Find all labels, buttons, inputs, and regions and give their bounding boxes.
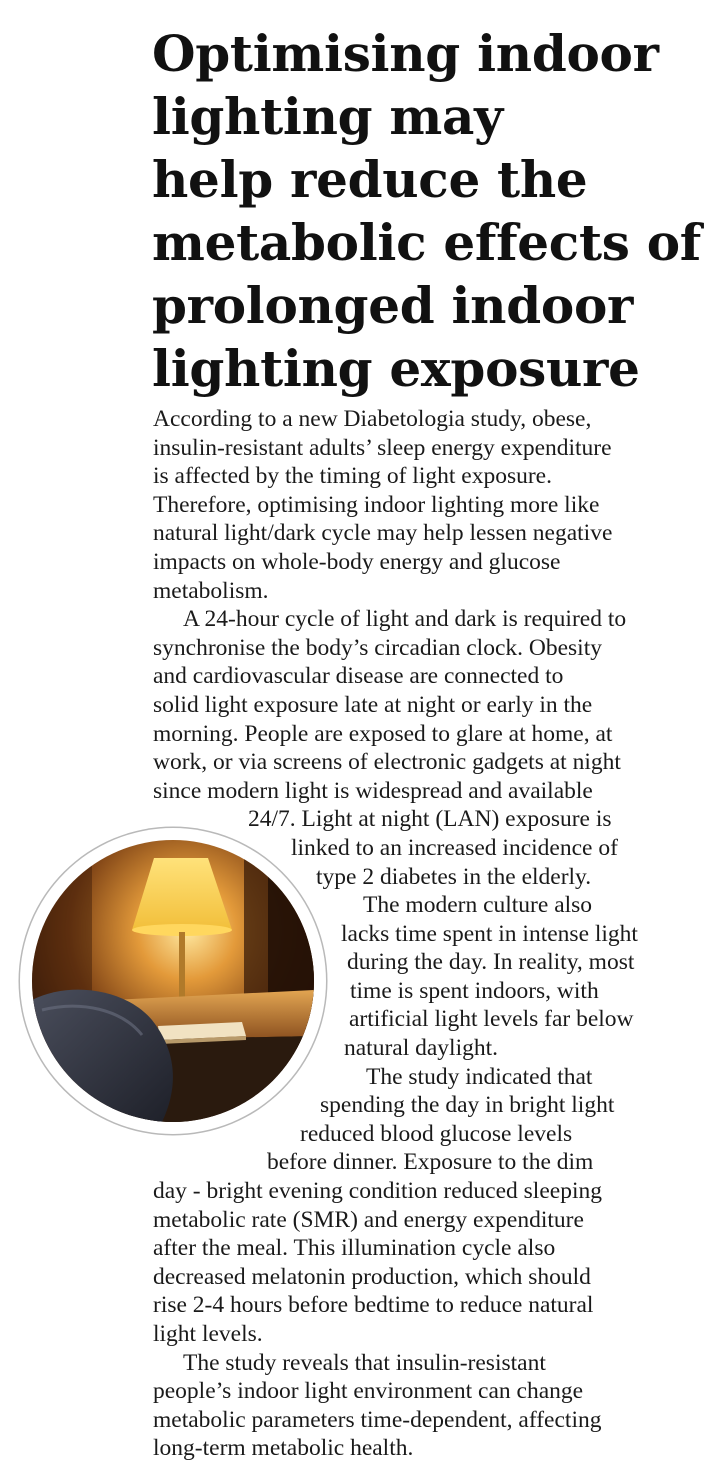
body-line: Therefore, optimising indoor lighting more like [153,491,600,518]
body-line: day - bright evening condition reduced sleeping [153,1178,602,1205]
bedside-lamp-photo [20,828,326,1134]
body-line: A 24-hour cycle of light and dark is required to [183,606,627,633]
body-line: linked to an increased incidence of [291,834,618,861]
headline-line: lighting may [152,87,503,146]
headline-line: lighting exposure [152,339,640,398]
body-line: natural daylight. [344,1035,499,1062]
body-line: natural light/dark cycle may help lessen negative [153,520,613,547]
headline-line: Optimising indoor [152,24,659,83]
headline-line: prolonged indoor [152,276,634,335]
body-line: morning. People are exposed to glare at home, at [153,720,613,747]
body-line: since modern light is widespread and available [153,777,593,804]
body-line: metabolic parameters time-dependent, affecting [153,1406,602,1433]
headline-line: metabolic effects of [152,213,701,272]
body-line: lacks time spent in intense light [341,920,638,947]
body-line: According to a new Diabetologia study, obese, [153,406,592,432]
body-line: work, or via screens of electronic gadgets at night [153,749,621,776]
body-line: before dinner. Exposure to the dim [267,1149,594,1176]
body-line: decreased melatonin production, which should [153,1263,591,1290]
body-line: impacts on whole-body energy and glucose [153,548,561,575]
headline-line: help reduce the [152,150,588,209]
body-line: The study indicated that [366,1063,593,1090]
body-line: 24/7. Light at night (LAN) exposure is [248,806,612,833]
body-line: and cardiovascular disease are connected to [153,663,564,690]
body-line: spending the day in bright light [320,1092,615,1119]
body-line: synchronise the body’s circadian clock. Obesity [153,634,602,661]
body-line: during the day. In reality, most [347,949,635,976]
body-line: rise 2-4 hours before bedtime to reduce natural [153,1292,594,1319]
headline [152,22,710,400]
body-line: people’s indoor light environment can change [153,1378,584,1405]
body-line: The modern culture also [363,892,593,919]
body-line: light levels. [153,1321,263,1347]
body-line: metabolic rate (SMR) and energy expenditure [153,1206,584,1233]
bedside-lamp-icon [32,840,314,1122]
body-line: insulin-resistant adults’ sleep energy expenditure [153,434,612,461]
body-line: reduced blood glucose levels [300,1120,573,1147]
body-line: after the meal. This illumination cycle also [153,1235,556,1262]
body-line: is affected by the timing of light exposure. [153,463,552,490]
body-line: The study reveals that insulin-resistant [183,1349,546,1376]
body-line: long-term metabolic health. [153,1435,414,1462]
body-line: time is spent indoors, with [350,977,599,1004]
body-line: solid light exposure late at night or early in the [153,691,593,718]
body-line: metabolism. [153,577,269,604]
body-line: artificial light levels far below [349,1006,634,1033]
body-line: type 2 diabetes in the elderly. [316,863,592,890]
